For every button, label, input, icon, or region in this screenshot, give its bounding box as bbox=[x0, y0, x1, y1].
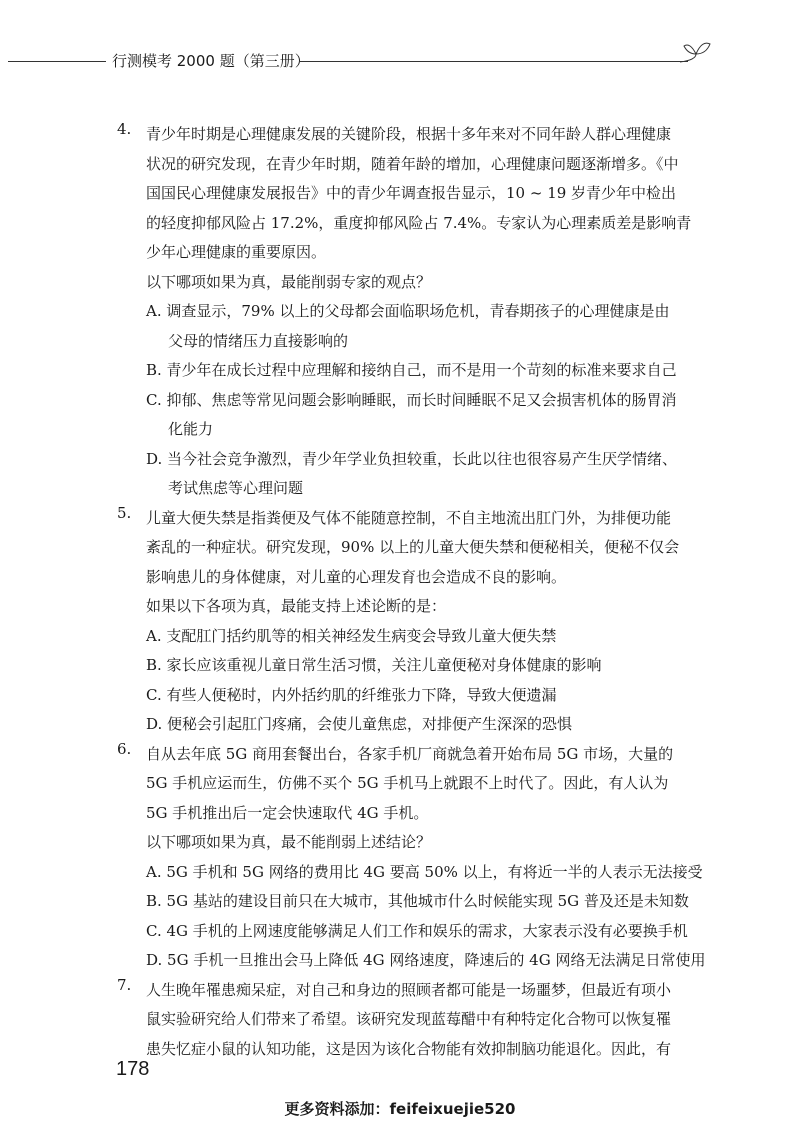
option-d: D. 当今社会竞争激烈，青少年学业负担较重，长此以往也很容易产生厌学情绪、 bbox=[146, 449, 678, 468]
header-rule-right bbox=[300, 61, 688, 62]
question-stem bbox=[146, 740, 711, 858]
question-stem bbox=[146, 120, 711, 297]
option-a: A. 调查显示，79% 以上的父母都会面临职场危机，青春期孩子的心理健康是由 bbox=[146, 302, 670, 320]
option-c: C. 有些人便秘时，内外括约肌的纤维张力下降，导致大便遗漏 bbox=[146, 685, 557, 704]
stem-line: 影响患儿的身体健康，对儿童的心理发育也会造成不良的影响。 bbox=[146, 567, 567, 586]
option-a: A. 5G 手机和 5G 网络的费用比 4G 要高 50% 以上，有将近一半的人表示无法接受 bbox=[146, 862, 703, 881]
page-number: 178 bbox=[116, 1058, 150, 1080]
question-6 bbox=[0, 740, 800, 976]
question-stem bbox=[146, 976, 711, 1065]
stem-line: 的轻度抑郁风险占 17.2%，重度抑郁风险占 7.4%。专家认为心理素质差是影响青 bbox=[146, 213, 692, 232]
question-5 bbox=[0, 504, 800, 740]
stem-line: 患失忆症小鼠的认知功能，这是因为该化合物能有效抑制脑功能退化。因此，有 bbox=[146, 1039, 672, 1058]
footer-note: 更多资料添加：feifeixuejie520 bbox=[284, 1100, 516, 1118]
question-4 bbox=[0, 120, 800, 504]
header-rule-left bbox=[8, 61, 106, 62]
option-c: C. 抑郁、焦虑等常见问题会影响睡眠，而长时间睡眠不足又会损害机体的肠胃消 bbox=[146, 390, 677, 409]
question-prompt: 以下哪项如果为真，最能削弱专家的观点？ bbox=[146, 272, 432, 291]
option-d: D. 便秘会引起肛门疼痛，会使儿童焦虑，对排便产生深深的恐惧 bbox=[146, 715, 573, 733]
header-title: 行测模考 2000 题（第三册） bbox=[112, 52, 310, 70]
sprout-icon bbox=[676, 36, 716, 66]
question-prompt: 以下哪项如果为真，最不能削弱上述结论？ bbox=[146, 833, 432, 851]
option-d-continued: 考试焦虑等心理问题 bbox=[168, 479, 304, 497]
question-number: 7. bbox=[117, 975, 132, 994]
question-number: 5. bbox=[117, 503, 132, 522]
page-content bbox=[0, 120, 800, 1064]
option-d: D. 5G 手机一旦推出会马上降低 4G 网络速度，降速后的 4G 网络无法满足日常使用 bbox=[146, 951, 706, 969]
question-number: 4. bbox=[117, 120, 132, 138]
option-b: B. 家长应该重视儿童日常生活习惯，关注儿童便秘对身体健康的影响 bbox=[146, 656, 602, 674]
stem-line: 紊乱的一种症状。研究发现，90% 以上的儿童大便失禁和便秘相关，便秘不仅会 bbox=[146, 538, 680, 556]
option-a: A. 支配肛门括约肌等的相关神经发生病变会导致儿童大便失禁 bbox=[146, 626, 557, 645]
stem-line: 状况的研究发现，在青少年时期，随着年龄的增加，心理健康问题逐渐增多。《中 bbox=[146, 154, 679, 173]
option-list bbox=[146, 858, 711, 976]
stem-line: 青少年时期是心理健康发展的关键阶段，根据十多年来对不同年龄人群心理健康 bbox=[146, 125, 672, 143]
stem-line: 儿童大便失禁是指粪便及气体不能随意控制，不自主地流出肛门外，为排便功能 bbox=[146, 508, 672, 527]
option-b: B. 青少年在成长过程中应理解和接纳自己，而不是用一个苛刻的标准来要求自己 bbox=[146, 361, 677, 379]
option-b: B. 5G 基站的建设目前只在大城市，其他城市什么时候能实现 5G 普及还是未知数 bbox=[146, 892, 689, 910]
question-stem bbox=[146, 504, 711, 622]
stem-line: 人生晚年罹患痴呆症，对自己和身边的照顾者都可能是一场噩梦，但最近有项小 bbox=[146, 980, 672, 999]
question-7 bbox=[0, 976, 800, 1065]
option-list bbox=[146, 622, 711, 740]
question-prompt: 如果以下各项为真，最能支持上述论断的是： bbox=[146, 597, 447, 615]
running-header bbox=[0, 48, 800, 78]
stem-line: 自从去年底 5G 商用套餐出台，各家手机厂商就急着开始布局 5G 市场，大量的 bbox=[146, 744, 674, 763]
stem-line: 鼠实验研究给人们带来了希望。该研究发现蓝莓醋中有种特定化合物可以恢复罹 bbox=[146, 1010, 672, 1028]
stem-line: 5G 手机推出后一定会快速取代 4G 手机。 bbox=[146, 803, 429, 822]
stem-line: 国国民心理健康发展报告》中的青少年调查报告显示，10 ~ 19 岁青少年中检出 bbox=[146, 184, 677, 202]
option-list bbox=[146, 297, 711, 504]
question-number: 6. bbox=[117, 739, 132, 758]
option-c: C. 4G 手机的上网速度能够满足人们工作和娱乐的需求，大家表示没有必要换手机 bbox=[146, 921, 688, 940]
option-c-continued: 化能力 bbox=[168, 420, 214, 438]
stem-line: 5G 手机应运而生，仿佛不买个 5G 手机马上就跟不上时代了。因此，有人认为 bbox=[146, 774, 669, 792]
option-a-continued: 父母的情绪压力直接影响的 bbox=[168, 331, 349, 350]
stem-line: 少年心理健康的重要原因。 bbox=[146, 243, 327, 261]
